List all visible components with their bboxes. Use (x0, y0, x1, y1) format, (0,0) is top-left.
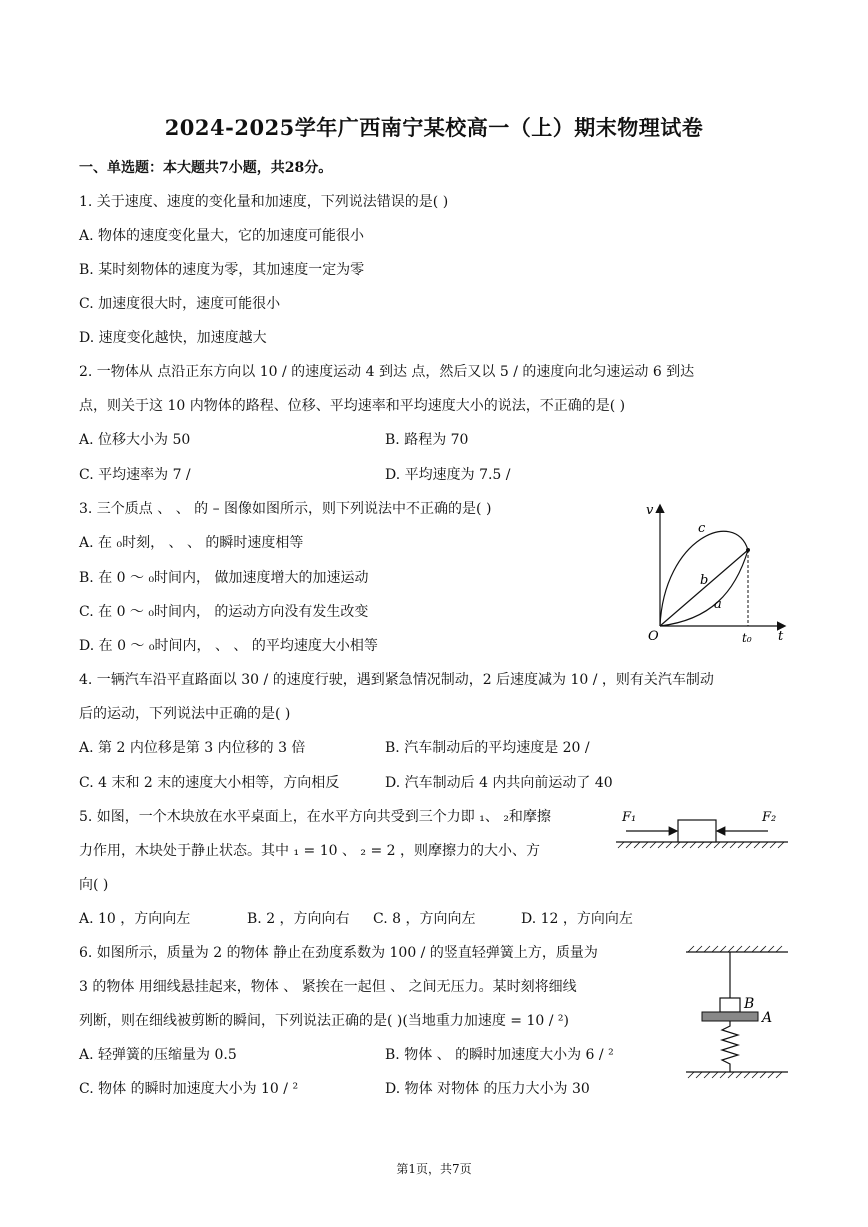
question-1-stem: 1. 关于速度、速度的变化量和加速度，下列说法错误的是( ) (79, 194, 449, 210)
question-6-stem-line2: 3 的物体 用细线悬挂起来，物体 、 紧挨在一起但 、 之间无压力。某时刻将细线 (79, 979, 577, 995)
question-1-option-c: C. 加速度很大时，速度可能很小 (79, 296, 281, 312)
question-5-option-d: D. 12 ，方向向左 (521, 911, 633, 927)
question-6-stem-line1: 6. 如图所示，质量为 2 的物体 静止在劲度系数为 100 / 的竖直轻弹簧上方，质量为 (79, 945, 598, 961)
question-2-option-a: A. 位移大小为 50 (79, 432, 191, 448)
section-heading: 一、单选题：本大题共7小题，共28分。 (79, 160, 333, 176)
question-1-option-a: A. 物体的速度变化量大，它的加速度可能很小 (79, 228, 365, 244)
question-5-stem-line3: 向( ) (79, 877, 109, 893)
question-3-option-c: C. 在 0 ～ ₀时间内， 的运动方向没有发生改变 (79, 604, 369, 620)
question-6-stem-line3: 列断，则在细线被剪断的瞬间，下列说法正确的是( )(当地重力加速度 = 10 / ²) (79, 1013, 569, 1029)
question-1-option-b: B. 某时刻物体的速度为零，其加速度一定为零 (79, 262, 365, 278)
t0-label: t₀ (742, 631, 752, 645)
origin-label: O (648, 629, 659, 644)
question-4-option-a: A. 第 2 内位移是第 3 内位移的 3 倍 (79, 740, 306, 756)
force-f2-label: F₂ (762, 810, 777, 825)
question-1-option-d: D. 速度变化越快，加速度越大 (79, 330, 267, 346)
line-b (660, 550, 748, 626)
block-a-label: A (762, 1010, 773, 1026)
curve-c-label: c (698, 521, 706, 536)
question-2-option-d: D. 平均速度为 7.5 / (385, 467, 511, 483)
question-6-option-b: B. 物体 、 的瞬时加速度大小为 6 / ² (385, 1047, 614, 1063)
question-2-stem-line1: 2. 一物体从 点沿正东方向以 10 / 的速度运动 4 到达 点，然后又以 5 / 的速度向北匀速运动 6 到达 (79, 364, 695, 380)
question-5-option-a: A. 10 ，方向向左 (79, 911, 191, 927)
line-b-label: b (700, 573, 709, 588)
table-hatching (618, 842, 784, 848)
spring-block-figure (682, 940, 792, 1082)
spring (722, 1021, 738, 1072)
question-4-option-d: D. 汽车制动后 4 内共向前运动了 40 (385, 775, 613, 791)
question-3-option-b: B. 在 0 ～ ₀时间内， 做加速度增大的加速运动 (79, 570, 369, 586)
question-5-stem-line1: 5. 如图，一个木块放在水平桌面上，在水平方向共受到三个力即 ₁、 ₂和摩擦 (79, 809, 551, 825)
question-3-option-d: D. 在 0 ～ ₀时间内， 、 、 的平均速度大小相等 (79, 638, 378, 654)
wooden-block (678, 820, 716, 842)
question-4-option-b: B. 汽车制动后的平均速度是 20 / (385, 740, 590, 756)
question-3-stem: 3. 三个质点 、 、 的 – 图像如图所示，则下列说法中不正确的是( ) (79, 501, 492, 517)
question-5-option-c: C. 8 ，方向向左 (373, 911, 476, 927)
question-2-option-c: C. 平均速率为 7 / (79, 467, 191, 483)
question-6-option-c: C. 物体 的瞬时加速度大小为 10 / ² (79, 1081, 299, 1097)
page-footer: 第1页，共7页 (396, 1162, 472, 1176)
floor-hatching (688, 1072, 782, 1078)
question-3-option-a: A. 在 ₀时刻， 、 、 的瞬时速度相等 (79, 535, 304, 551)
question-4-stem-line2: 后的运动，下列说法中正确的是( ) (79, 706, 291, 722)
t-axis-label: t (778, 629, 784, 644)
question-4-option-c: C. 4 末和 2 末的速度大小相等，方向相反 (79, 775, 340, 791)
question-2-stem-line2: 点，则关于这 10 内物体的路程、位移、平均速率和平均速度大小的说法，不正确的是( ) (79, 398, 626, 414)
question-5-option-b: B. 2 ，方向向右 (247, 911, 350, 927)
intersection-point (746, 548, 750, 552)
block-b-label: B (744, 996, 755, 1012)
question-6-option-a: A. 轻弹簧的压缩量为 0.5 (79, 1047, 237, 1063)
question-4-stem-line1: 4. 一辆汽车沿平直路面以 30 / 的速度行驶，遇到紧急情况制动，2 后速度减为 10 / ，则有关汽车制动 (79, 672, 714, 688)
question-2-option-b: B. 路程为 70 (385, 432, 469, 448)
block-forces-figure (612, 804, 792, 856)
question-5-stem-line2: 力作用，木块处于静止状态。其中 ₁ = 10 、 ₂ = 2 ，则摩擦力的大小、方 (79, 843, 541, 859)
question-6-option-d: D. 物体 对物体 的压力大小为 30 (385, 1081, 590, 1097)
vt-graph-figure (640, 498, 790, 646)
curve-a-label: a (714, 597, 722, 612)
v-axis-label: v (646, 503, 654, 518)
block-b (720, 998, 740, 1012)
force-f1-label: F₁ (622, 810, 637, 825)
ceiling-hatching (688, 946, 782, 952)
page-title: 2024-2025学年广西南宁某校高一（上）期末物理试卷 (164, 115, 704, 140)
block-a (702, 1012, 758, 1021)
